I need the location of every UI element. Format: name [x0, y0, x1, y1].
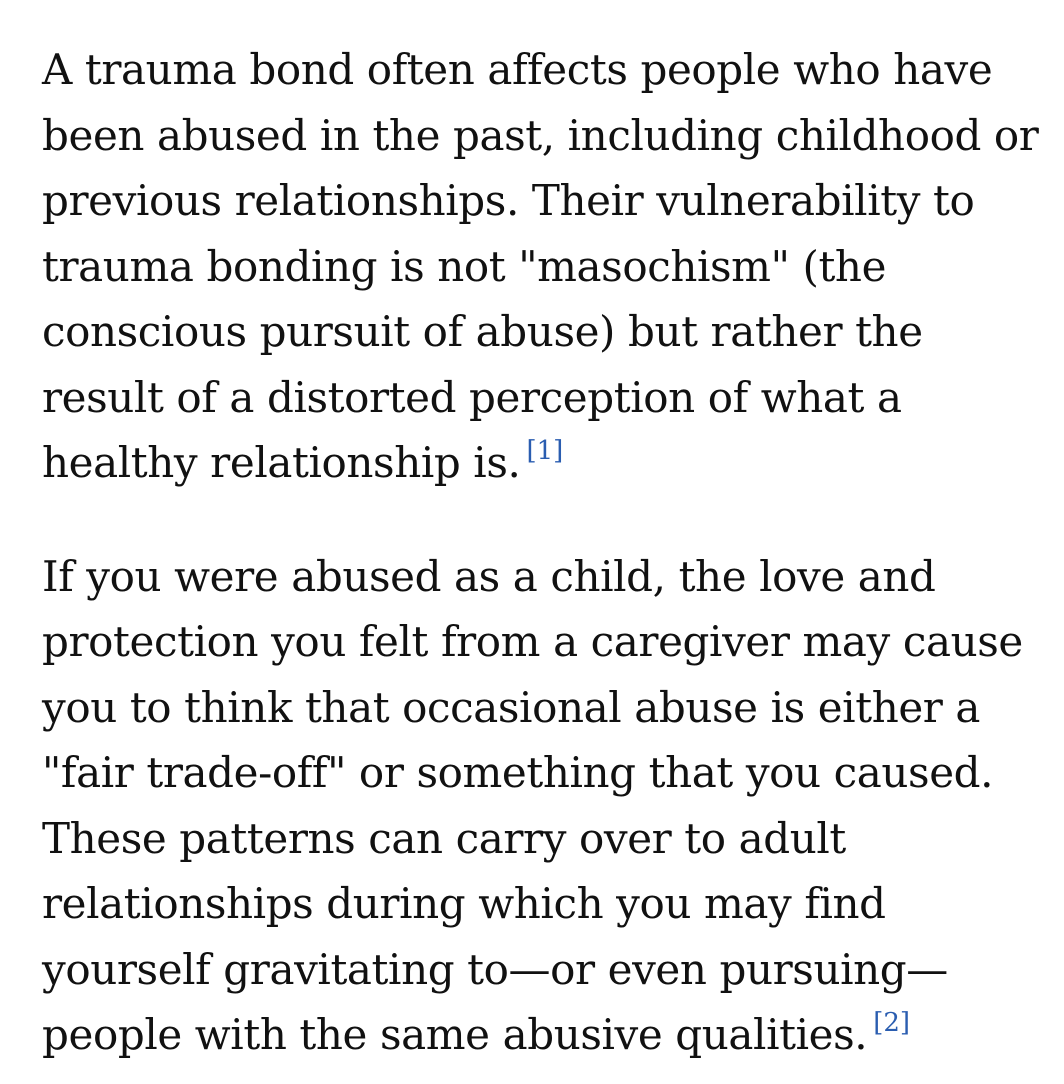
paragraph-text: If you were abused as a child, the love and protection you felt from a caregiver may cause you to think that occasional abuse is either a "fair trade-off" or something that you caused. These patterns can carry over to adult relationships during which you may find yourself gravitating to—or even pursuing—people with the same abusive qualities. — [42, 551, 1023, 1059]
paragraph-trauma-bond-vulnerability — [42, 37, 1052, 496]
citation-link-2[interactable]: [2] — [873, 1008, 911, 1038]
citation-link-1[interactable]: [1] — [526, 436, 564, 466]
paragraph-childhood-abuse-patterns — [42, 544, 1052, 1068]
article-body — [42, 37, 1052, 1068]
paragraph-text: A trauma bond often affects people who have been abused in the past, including childhood or previous relationships. Their vulnerability to trauma bonding is not "masochism" (the conscious pursuit of abuse) but rather the result of a distorted perception of what a healthy relationship is. — [42, 45, 1039, 487]
